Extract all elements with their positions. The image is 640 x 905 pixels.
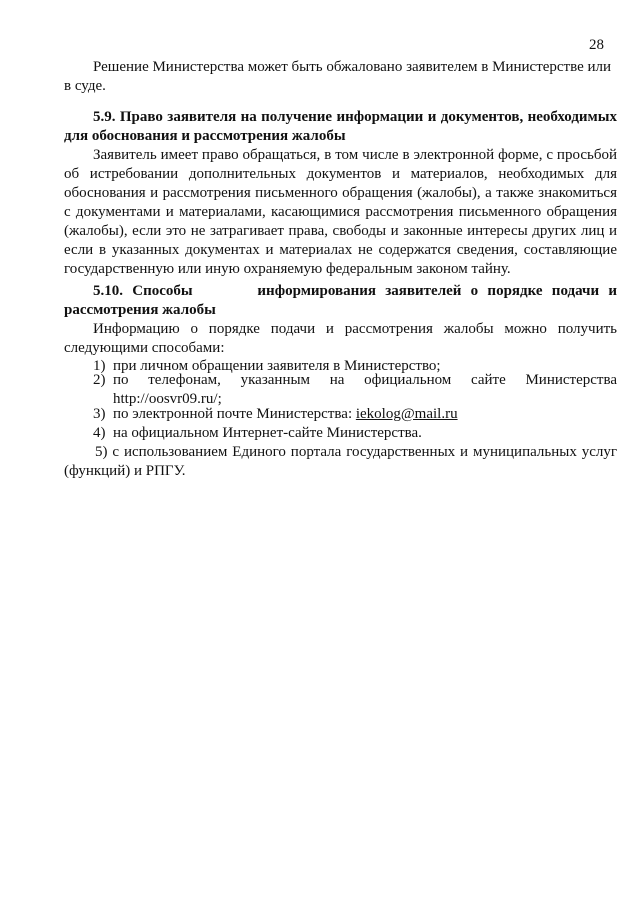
page-number: 28 <box>589 37 604 53</box>
section-5-10 <box>64 282 617 358</box>
list-item: 2) по телефонам, указанным на официальном сайте Министерства http://oosvr09.ru/; <box>93 372 617 407</box>
website-url: http://oosvr09.ru/; <box>113 391 222 407</box>
section-5-9-heading-line-2: для обоснования и рассмотрения жалобы <box>64 128 346 144</box>
email-link[interactable]: iekolog@mail.ru <box>355 406 458 422</box>
list-item: 5) с использованием Единого портала государственных и муниципальных услуг (функций) и РПГУ. <box>64 444 618 479</box>
intro-line-2: в суде. <box>64 78 106 94</box>
intro-paragraph <box>64 58 617 96</box>
intro-line-1: Решение Министерства может быть обжаловано заявителем в Министерстве или <box>93 59 612 75</box>
section-5-10-heading-line-2: рассмотрения жалобы <box>64 302 216 318</box>
list-item: 1) при личном обращении заявителя в Министерство; <box>93 358 441 374</box>
list-item: 4) на официальном Интернет-сайте Министерства. <box>93 425 422 441</box>
section-5-9 <box>64 108 617 279</box>
section-5-10-intro: Информацию о порядке подачи и рассмотрения жалобы можно получить следующими способами: <box>64 321 617 356</box>
section-5-9-heading-line-1: 5.9. Право заявителя на получение информации и документов, необходимых <box>93 109 617 125</box>
section-5-10-heading-line-1: 5.10. Способы информирования заявителей о порядке подачи и <box>93 283 617 299</box>
section-5-9-body: Заявитель имеет право обращаться, в том числе в электронной форме, с просьбой об истребовании дополнительных документов и материалов, необходимых для обоснования и рассмотрения письменного обращения (жалобы), а также знакомиться с документами и материалами, касающимися рассмотрения письменного обращения (жалобы), если это не затрагивает права, свободы и законные интересы других лиц и если в указанных документах и материалах не содержатся сведения, составляющие государственную или иную охраняемую федеральным законом тайну. <box>64 147 617 277</box>
list-item: 3) по электронной почте Министерства: iekolog@mail.ru <box>93 406 458 422</box>
